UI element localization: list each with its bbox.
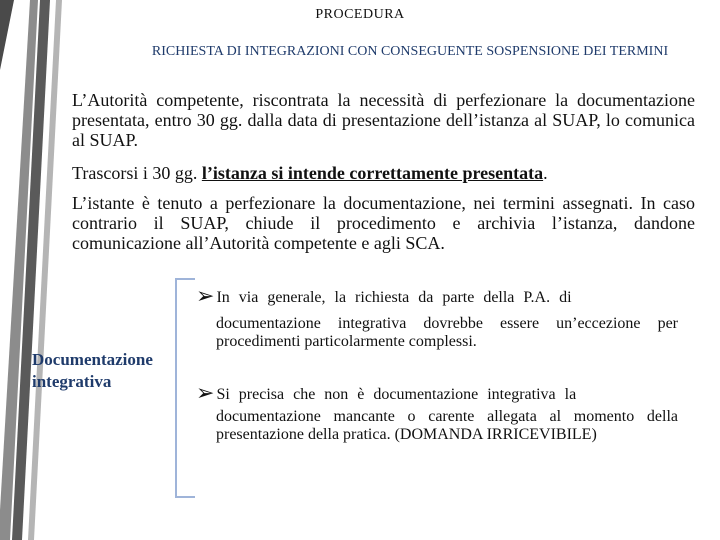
bracket-top	[175, 278, 195, 280]
decorative-stripes	[0, 0, 70, 540]
bullet-2-rest: documentazione mancante o carente allegata al momento della presentazione della pratica. (DOMANDA IRRICEVIBILE)	[216, 408, 678, 443]
bullet-1-rest: documentazione integrativa dovrebbe essere un’eccezione per procedimenti particolarmente complessi.	[216, 315, 678, 350]
paragraph-2-prefix: Trascorsi i 30 gg.	[72, 163, 202, 183]
paragraph-2-emphasis: l’istanza si intende correttamente presentata	[201, 163, 544, 183]
bullet-item-2	[196, 380, 678, 444]
bullet-item-1	[196, 283, 678, 351]
bracket-bottom	[175, 496, 195, 498]
paragraph-2	[72, 163, 695, 183]
arrow-bullet-icon: ➢	[196, 283, 215, 308]
page-title: PROCEDURA	[315, 7, 405, 22]
paragraph-1: L’Autorità competente, riscontrata la necessità di perfezionare la documentazione presentata, entro 30 gg. dalla data di presentazione dell’istanza al SUAP, lo comunica al SUAP.	[72, 90, 695, 150]
arrow-bullet-icon: ➢	[196, 380, 215, 405]
paragraph-3: L’istante è tenuto a perfezionare la documentazione, nei termini assegnati. In caso contrario il SUAP, chiude il procedimento e archivia l’istanza, dandone comunicazione all’Autorità competente e agli SCA.	[72, 193, 695, 253]
page-subtitle: RICHIESTA DI INTEGRAZIONI CON CONSEGUENTE SOSPENSIONE DEI TERMINI	[151, 44, 669, 59]
bullet-1-first-line: In via generale, la richiesta da parte della P.A. di	[216, 289, 572, 306]
stripe-dark	[0, 0, 14, 70]
bullet-2-first-line: Si precisa che non è documentazione integrativa la	[216, 386, 577, 403]
bracket-vertical	[175, 278, 177, 498]
side-label: Documentazione integrativa	[32, 350, 153, 391]
paragraph-2-suffix: .	[543, 163, 548, 183]
